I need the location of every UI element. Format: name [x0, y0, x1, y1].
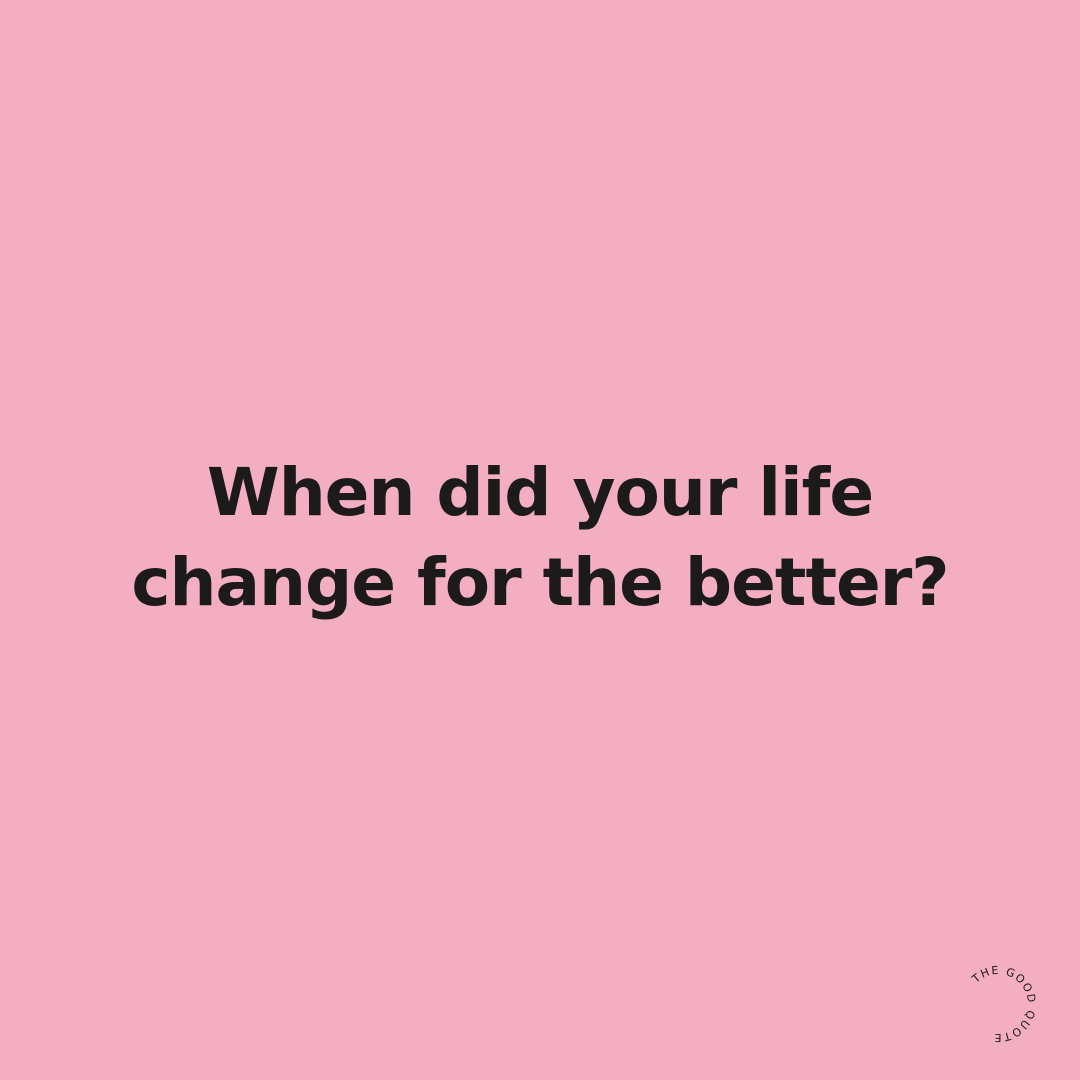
- quote-line-2: change for the better?: [131, 544, 949, 621]
- quote-text: [0, 448, 1080, 628]
- svg-text:THE GOOD QUOTE: [969, 964, 1038, 1044]
- brand-logo: [952, 958, 1044, 1050]
- brand-logo-circle-text: [952, 958, 1044, 1050]
- quote-line-1: When did your life: [206, 454, 874, 531]
- brand-logo-text: THE GOOD QUOTE: [969, 963, 1039, 1045]
